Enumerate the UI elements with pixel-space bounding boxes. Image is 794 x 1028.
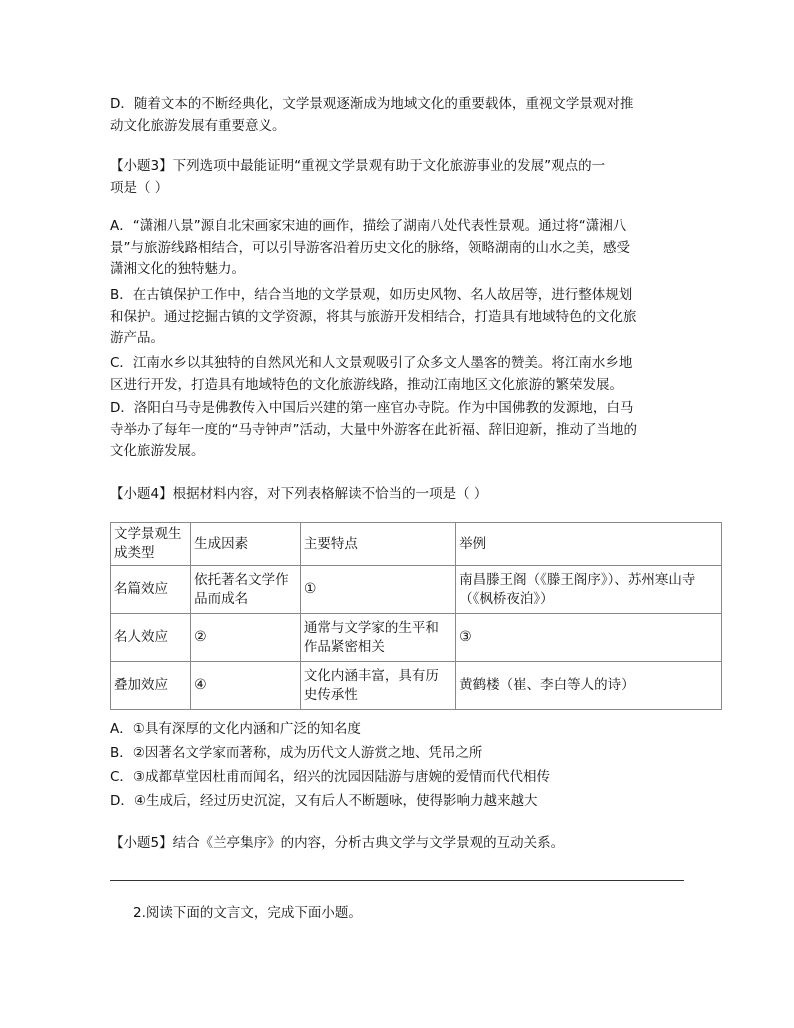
table-header-cell: 文学景观生成类型 [111, 523, 191, 566]
table-cell: ③ [456, 614, 722, 662]
text-line: A．“潇湘八景”源自北宋画家宋迪的画作，描绘了湖南八处代表性景观。通过将“潇湘八 [110, 218, 627, 234]
table-row [111, 614, 722, 662]
text-line: 文化旅游发展。 [110, 443, 205, 459]
text-line: 游产品。 [110, 330, 164, 346]
text-line: 和保护。通过挖掘古镇的文学资源，将其与旅游开发相结合，打造具有地域特色的文化旅 [110, 308, 637, 325]
q5-stem: 【小题5】结合《兰亭集序》的内容，分析古典文学与文学景观的互动关系。 [110, 835, 565, 851]
text-line: 【小题3】下列选项中最能证明“重视文学景观有助于文化旅游事业的发展”观点的一 [110, 158, 606, 174]
table-header-row [111, 523, 722, 566]
table-cell: 依托著名文学作品而成名 [191, 566, 301, 614]
table-cell: 名篇效应 [111, 566, 191, 614]
table-header-cell: 生成因素 [191, 523, 301, 566]
text-line: D．随着文本的不断经典化，文学景观逐渐成为地域文化的重要载体，重视文学景观对推 [110, 96, 634, 112]
text-line: 寺举办了每年一度的“马寺钟声”活动，大量中外游客在此祈福、辞旧迎新，推动了当地的 [110, 421, 637, 438]
landscape-type-table [110, 522, 722, 710]
text-line: C．江南水乡以其独特的自然风光和人文景观吸引了众多文人墨客的赞美。将江南水乡地 [110, 355, 633, 371]
text-line: 项是（ ） [110, 179, 169, 196]
text-line: 区进行开发，打造具有地域特色的文化旅游线路，推动江南地区文化旅游的繁荣发展。 [110, 376, 623, 393]
text-line: 景”与旅游线路相结合，可以引导游客沿着历史文化的脉络，领略湖南的山水之美，感受 [110, 239, 630, 256]
q4-option-c: C．③成都草堂因杜甫而闻名，绍兴的沈园因陆游与唐婉的爱情而代代相传 [110, 769, 551, 785]
q3-option-d [110, 398, 720, 463]
text-line: B．在古镇保护工作中，结合当地的文学景观，如历史风物、名人故居等，进行整体规划 [110, 287, 633, 303]
text-line: D．洛阳白马寺是佛教传入中国后兴建的第一座官办寺院。作为中国佛教的发源地，白马 [110, 400, 634, 416]
table-cell: 黄鹤楼（崔、李白等人的诗） [456, 662, 722, 710]
prev-option-d [110, 94, 720, 137]
q4-option-d: D．④生成后，经过历史沉淀，又有后人不断题咏，使得影响力越来越大 [110, 793, 538, 809]
q3-option-b [110, 285, 720, 350]
table-header-cell: 举例 [456, 523, 722, 566]
table-cell: 文化内涵丰富，具有历史传承性 [300, 662, 455, 710]
q3-stem [110, 156, 720, 199]
q2-section-heading: 2.阅读下面的文言文，完成下面小题。 [133, 905, 362, 921]
table-header-cell: 主要特点 [300, 523, 455, 566]
text-line: 动文化旅游发展有重要意义。 [110, 117, 286, 134]
q4-option-a: A．①具有深厚的文化内涵和广泛的知名度 [110, 721, 361, 737]
table-cell: ① [300, 566, 455, 614]
text-line: 潇湘文化的独特魅力。 [110, 261, 245, 277]
table-cell: 南昌滕王阁（《滕王阁序》）、苏州寒山寺（《枫桥夜泊》） [456, 566, 722, 614]
table-row [111, 566, 722, 614]
section-divider [110, 880, 684, 881]
q4-option-b: B．②因著名文学家而著称，成为历代文人游赏之地、凭吊之所 [110, 745, 483, 761]
q3-option-a [110, 216, 720, 281]
q3-option-c [110, 353, 720, 396]
table-cell: 通常与文学家的生平和作品紧密相关 [300, 614, 455, 662]
table-cell: ④ [191, 662, 301, 710]
q4-stem [110, 484, 720, 506]
table-cell: ② [191, 614, 301, 662]
table-cell: 叠加效应 [111, 662, 191, 710]
table-row [111, 662, 722, 710]
table-cell: 名人效应 [111, 614, 191, 662]
text-line: 【小题4】根据材料内容，对下列表格解读不恰当的一项是（ ） [110, 486, 488, 502]
